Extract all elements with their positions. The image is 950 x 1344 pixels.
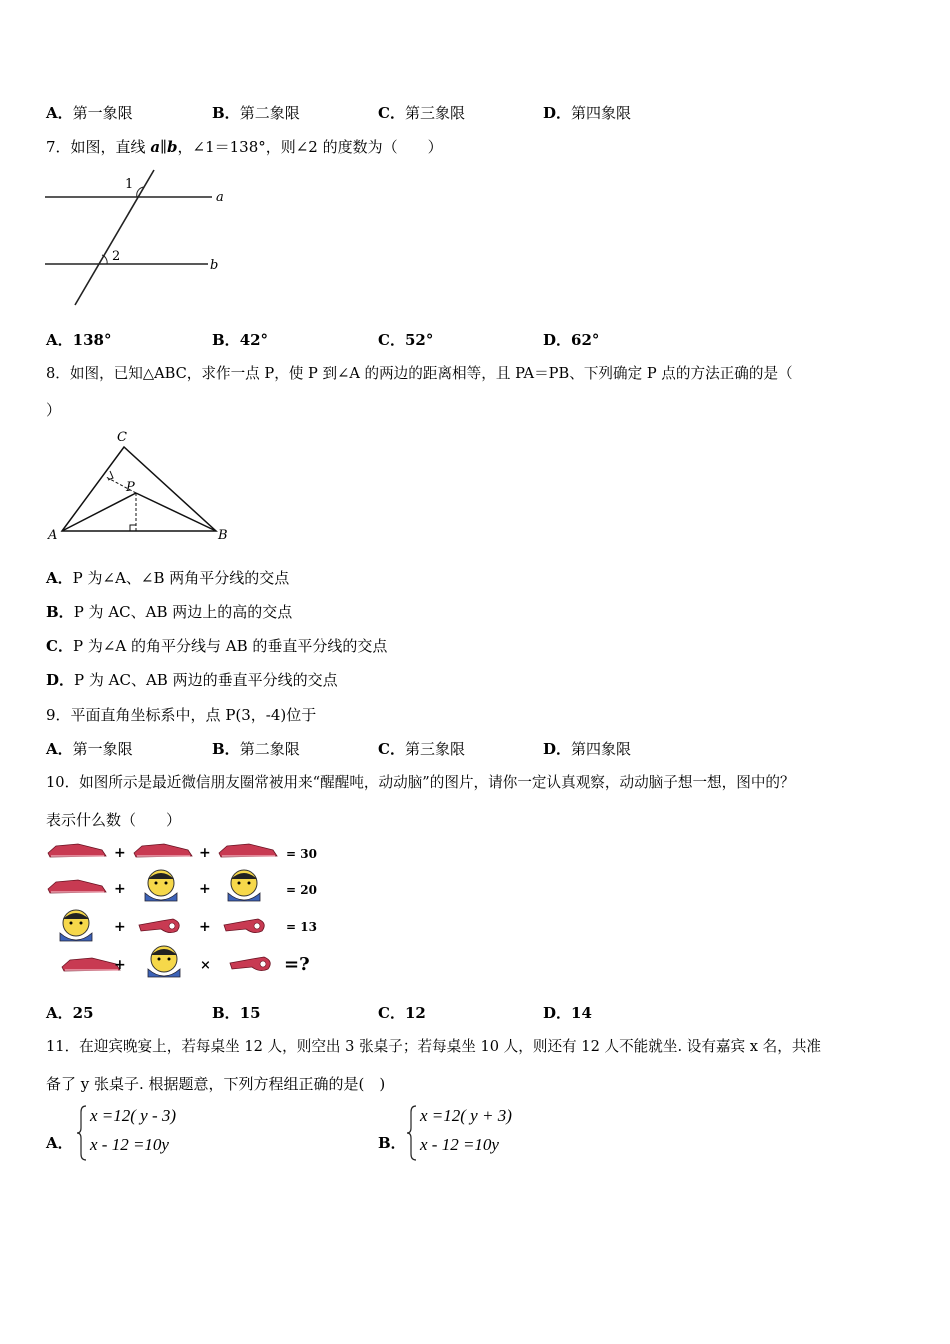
q7-option-a: A．138° [46,331,112,349]
q10-option-a: A．25 [46,1004,94,1022]
q11-a-eq1: x =12( y - 3) [90,1106,177,1125]
q11-option-a-system [76,1104,216,1164]
brace-icon [76,1104,88,1162]
q7-figure [40,165,240,310]
q10-option-b: B．15 [212,1004,261,1022]
q7-option-d: D．62° [543,331,600,349]
q10-row4-op2: × [200,958,211,973]
q10-row1-op1: + [114,845,126,861]
q10-row3-result: = 13 [286,920,317,934]
q8-option-c: C．P 为∠A 的角平分线与 AB 的垂直平分线的交点 [46,637,388,655]
q8-vertex-c: C [117,430,127,445]
q7-stem: 7．如图，直线 a∥b，∠1＝138°，则∠2 的度数为（ ） [46,138,443,156]
q7-option-c: C．52° [378,331,434,349]
q10-row3-op1: + [114,919,126,935]
q11-b-eq2: x - 12 =10y [420,1135,499,1154]
q10-row4-op1: + [114,957,126,973]
q11-b-eq1: x =12( y + 3) [420,1106,512,1125]
q10-row1-op2: + [199,845,211,861]
q8-stem-line2: ） [46,401,62,419]
q8-option-b: B．P 为 AC、AB 两边上的高的交点 [46,603,293,621]
q10-stem-line1: 10．如图所示是最近微信朋友圈常被用来“醒醒吨，动动脑”的图片，请你一定认真观察，动动脑子想一想，图中的？ [46,774,795,791]
q7-option-b: B．42° [212,331,269,349]
q10-stem-line2: 表示什么数（ ） [46,811,182,829]
q7-angle1-label: 1 [125,177,134,192]
q6-option-c: C．第三象限 [378,104,465,122]
q8-option-d: D．P 为 AC、AB 两边的垂直平分线的交点 [46,671,338,689]
q6-option-b: B．第二象限 [212,104,300,122]
q10-row1-result: = 30 [286,847,317,861]
q11-stem-line2: 备了 y 张桌子. 根据题意，下列方程组正确的是( ) [46,1075,386,1093]
q9-stem: 9．平面直角坐标系中，点 P(3，-4)位于 [46,706,317,724]
q9-option-b: B．第二象限 [212,740,300,758]
q8-option-a: A．P 为∠A、∠B 两角平分线的交点 [46,569,290,587]
q8-stem-line1: 8．如图，已知△ABC，求作一点 P，使 P 到∠A 的两边的距离相等，且 PA＝PB、下列确定 P 点的方法正确的是（ [46,365,793,382]
q8-vertex-a: A [48,528,58,543]
q11-option-a-label: A． [46,1134,73,1152]
q8-vertex-b: B [218,528,228,543]
q7-line-a-label: a [216,190,224,205]
q10-puzzle-figure [44,835,344,985]
q10-option-d: D．14 [543,1004,592,1022]
q11-a-eq2: x - 12 =10y [90,1135,169,1154]
q7-angle2-label: 2 [112,249,121,264]
q10-row4-result: =? [284,954,310,975]
q9-option-d: D．第四象限 [543,740,632,758]
q11-stem-line1: 11．在迎宾晚宴上，若每桌坐 12 人，则空出 3 张桌子；若每桌坐 10 人，则还有 12 人不能就坐. 设有嘉宾 x 名，共准 [46,1038,822,1055]
q11-option-b-system [406,1104,546,1164]
q11-option-b-label: B． [378,1134,406,1152]
q10-row2-op1: + [114,881,126,897]
q8-figure [40,425,240,545]
q10-row2-result: = 20 [286,883,317,897]
q6-option-d: D．第四象限 [543,104,632,122]
q8-point-p: P [126,480,135,495]
q10-row2-op2: + [199,881,211,897]
q7-line-b-label: b [210,258,219,273]
q6-option-a: A．第一象限 [46,104,133,122]
q10-row3-op2: + [199,919,211,935]
brace-icon [406,1104,418,1162]
q9-option-a: A．第一象限 [46,740,133,758]
q9-option-c: C．第三象限 [378,740,465,758]
q10-option-c: C．12 [378,1004,426,1022]
